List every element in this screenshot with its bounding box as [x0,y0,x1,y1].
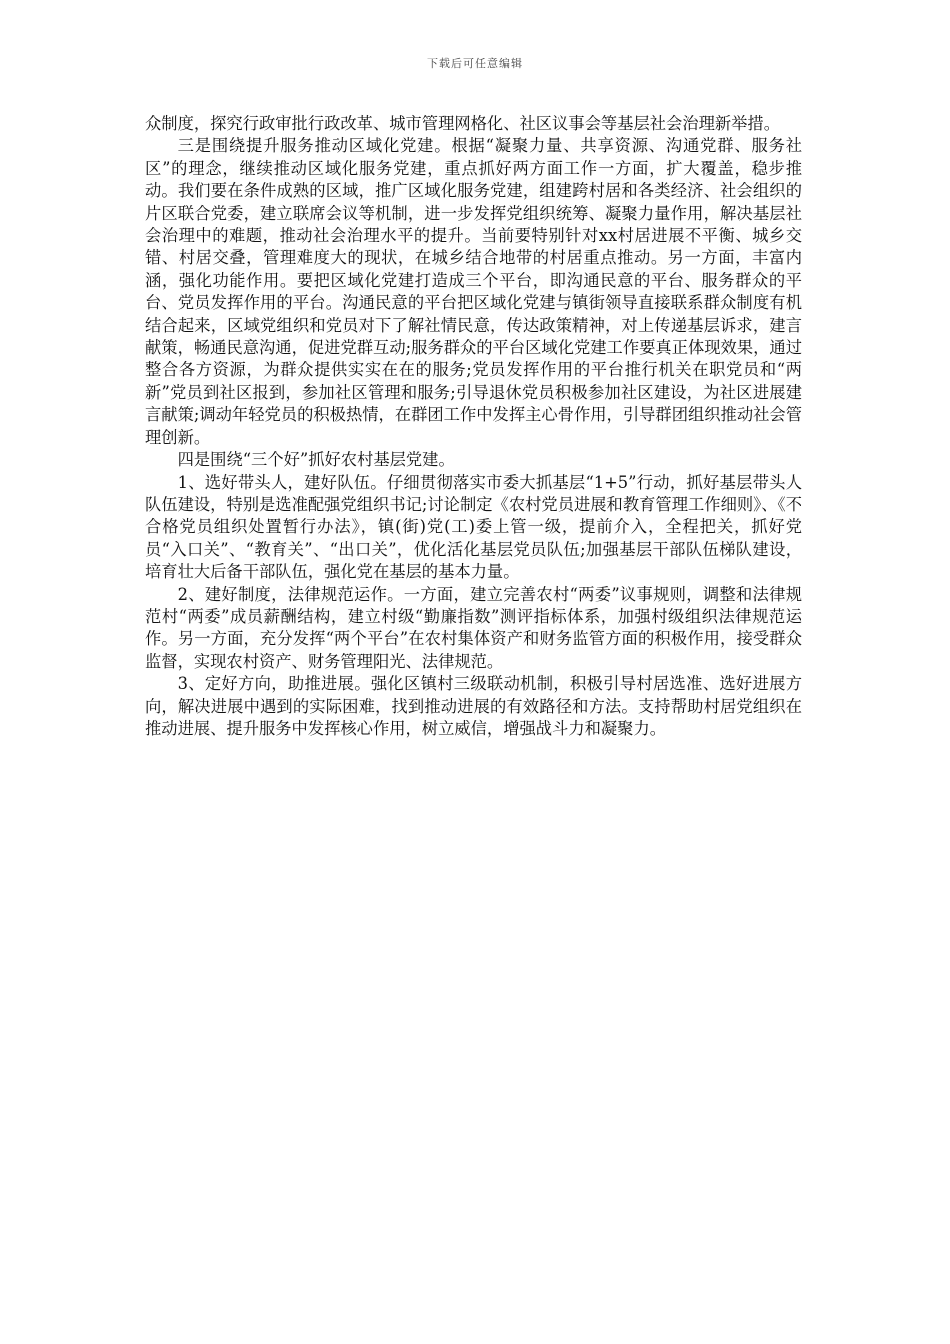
paragraph-continuation: 众制度，探究行政审批行政改革、城市管理网格化、社区议事会等基层社会治理新举措。 [145,114,780,133]
paragraph-item-3-direction: 3、定好方向，助推进展。强化区镇村三级联动机制，积极引导村居选准、选好进展方向，解决进展中遇到的实际困难，找到推动进展的有效路径和方法。支持帮助村居党组织在推动进展、提升服务中发挥核心作用，树立威信，增强战斗力和凝聚力。 [145,674,802,738]
paragraph-item-1-leaders: 1、选好带头人，建好队伍。仔细贯彻落实市委大抓基层“1+5”行动，抓好基层带头人队伍建设，特别是选准配强党组织书记;讨论制定《农村党员进展和教育管理工作细则》、《不合格党员组织处置暂行办法》，镇(街)党(工)委上管一级，提前介入，全程把关，抓好党员“入口关”、“教育关”、“出口关”，优化活化基层党员队伍;加强基层干部队伍梯队建设，培育壮大后备干部队伍，强化党在基层的基本力量。 [145,472,802,582]
paragraph-regional-party-building: 三是围绕提升服务推动区域化党建。根据“凝聚力量、共享资源、沟通党群、服务社区”的理念，继续推动区域化服务党建，重点抓好两方面工作一方面，扩大覆盖，稳步推动。我们要在条件成熟的区域，推广区域化服务党建，组建跨村居和各类经济、社会组织的片区联合党委，建立联席会议等机制，进一步发挥党组织统筹、凝聚力量作用，解决基层社会治理中的难题，推动社会治理水平的提升。当前要特别针对xx村居进展不平衡、城乡交错、村居交叠，管理难度大的现状，在城乡结合地带的村居重点推动。另一方面，丰富内涵，强化功能作用。要把区域化党建打造成三个平台，即沟通民意的平台、服务群众的平台、党员发挥作用的平台。沟通民意的平台把区域化党建与镇街领导直接联系群众制度有机结合起来，区域党组织和党员对下了解社情民意，传达政策精神，对上传递基层诉求，建言献策，畅通民意沟通，促进党群互动;服务群众的平台区域化党建工作要真正体现效果，通过整合各方资源，为群众提供实实在在的服务;党员发挥作用的平台推行机关在职党员和“两新”党员到社区报到，参加社区管理和服务;引导退休党员积极参加社区建设，为社区进展建言献策;调动年轻党员的积极热情，在群团工作中发挥主心骨作用，引导群团组织推动社会管理创新。 [145,136,802,447]
document-body [145,113,802,740]
paragraph-item-2-systems: 2、建好制度，法律规范运作。一方面，建立完善农村“两委”议事规则，调整和法律规范村“两委”成员薪酬结构，建立村级“勤廉指数”测评指标体系，加强村级组织法律规范运作。另一方面，充分发挥“两个平台”在农村集体资产和财务监管方面的积极作用，接受群众监督，实现农村资产、财务管理阳光、法律规范。 [145,584,802,671]
page-header-note: 下载后可任意编辑 [427,57,523,70]
paragraph-rural-party-building-heading: 四是围绕“三个好”抓好农村基层党建。 [177,450,455,470]
